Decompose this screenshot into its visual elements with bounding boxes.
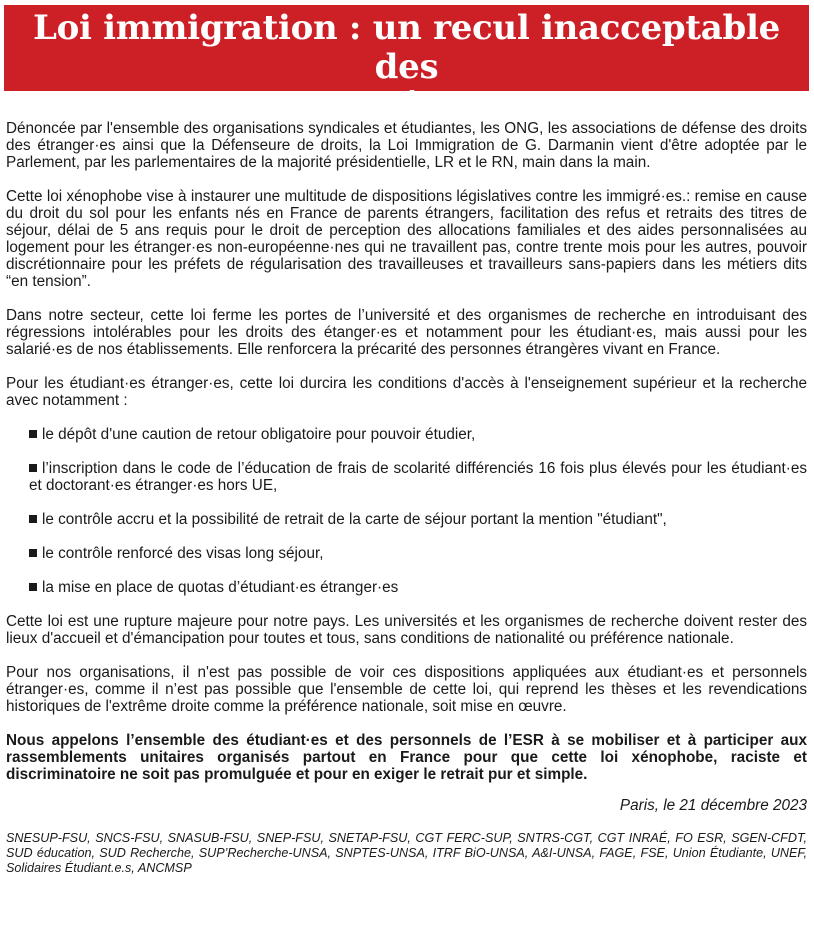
list-item — [6, 511, 807, 528]
list-item — [6, 579, 807, 596]
students-paragraph: Pour les étudiant·es étranger·es, cette loi durcira les conditions d'accès à l'enseignement supérieur et la recherche avec notamment : — [6, 375, 807, 409]
law-measures-paragraph: Cette loi xénophobe vise à instaurer une multitude de dispositions législatives contre les immigré·es.: remise en cause du droit du sol pour les enfants nés en France de parents étrangers, facilitation des refus et retraits des titres de séjour, délai de 5 ans requis pour le droit de perception des allocations familiales et des aides personnalisées au logement pour les étranger·es non-européenne·nes qui ne travaillent pas, contre trente mois pour les autres, pouvoir discrétionnaire pour les préfets de régularisation des travailleuses et travailleurs sans-papiers dans les métiers dits “en tension”. — [6, 188, 807, 290]
organisations-paragraph: Pour nos organisations, il n'est pas possible de voir ces dispositions appliquées aux étudiant·es et personnels étranger·es, comme il n’est pas possible que l'ensemble de cette loi, qui reprend les thèses et les revendications historiques de l'extrême droite comme la préférence nationale, soit mise en œuvre. — [6, 664, 807, 715]
signatories: SNESUP-FSU, SNCS-FSU, SNASUB-FSU, SNEP-FSU, SNETAP-FSU, CGT FERC-SUP, SNTRS-CGT, CGT INRAÉ, FO ESR, SGEN-CFDT, SUD éducation, SUD Recherche, SUP’Recherche-UNSA, SNPTES-UNSA, ITRF BiO-UNSA, A&I-UNSA, FAGE, FSE, Union Étudiante, UNEF, Solidaires Étudiant.e.s, ANCMSP — [6, 831, 807, 875]
list-item — [6, 545, 807, 562]
date-line: Paris, le 21 décembre 2023 — [619, 797, 807, 814]
title-banner — [4, 5, 809, 126]
rupture-paragraph: Cette loi est une rupture majeure pour notre pays. Les universités et les organismes de recherche doivent rester des lieux d'accueil et d'émancipation pour toutes et tous, sans conditions de nationalité ou préférence nationale. — [6, 613, 807, 647]
page-title-line-1: Loi immigration : un recul inacceptable des — [33, 8, 780, 87]
list-item-text: l’inscription dans le code de l’éducation de frais de scolarité différenciés 16 fois plus élevés pour les étudiant·es et doctorant·es étranger·es hors UE, — [29, 460, 807, 494]
page-title-line-2: droits des étranger·es — [200, 86, 613, 126]
intro-paragraph: Dénoncée par l'ensemble des organisations syndicales et étudiantes, les ONG, les associations de défense des droits des étranger·es ainsi que la Défenseure de droits, la Loi Immigration de G. Darmanin vient d'être adoptée par le Parlement, par les parlementaires de la majorité présidentielle, LR et le RN, main dans la main. — [6, 120, 807, 171]
square-bullet-icon — [29, 430, 37, 438]
list-item-text: le contrôle renforcé des visas long séjour, — [42, 545, 324, 562]
square-bullet-icon — [29, 583, 37, 591]
list-item-text: le dépôt d'une caution de retour obligatoire pour pouvoir étudier, — [42, 426, 476, 443]
call-to-action: Nous appelons l’ensemble des étudiant·es et des personnels de l’ESR à se mobiliser et à participer aux rassemblements unitaires organisés partout en France pour que cette loi xénophobe, raciste et discriminatoire ne soit pas promulguée et pour en exiger le retrait pur et simple. — [6, 732, 807, 783]
square-bullet-icon — [29, 515, 37, 523]
list-item-text: la mise en place de quotas d’étudiant·es étranger·es — [42, 579, 399, 596]
list-item-text: le contrôle accru et la possibilité de retrait de la carte de séjour portant la mention "étudiant", — [42, 511, 667, 528]
list-item — [6, 460, 807, 494]
sector-paragraph: Dans notre secteur, cette loi ferme les portes de l’université et des organismes de recherche en introduisant des régressions intolérables pour les droits des étanger·es et notamment pour les étudiant·es, mais aussi pour les salarié·es de nos établissements. Elle renforcera la précarité des personnes étrangères vivant en France. — [6, 307, 807, 358]
list-item — [6, 426, 807, 443]
square-bullet-icon — [29, 464, 37, 472]
square-bullet-icon — [29, 549, 37, 557]
document-body — [6, 120, 807, 893]
